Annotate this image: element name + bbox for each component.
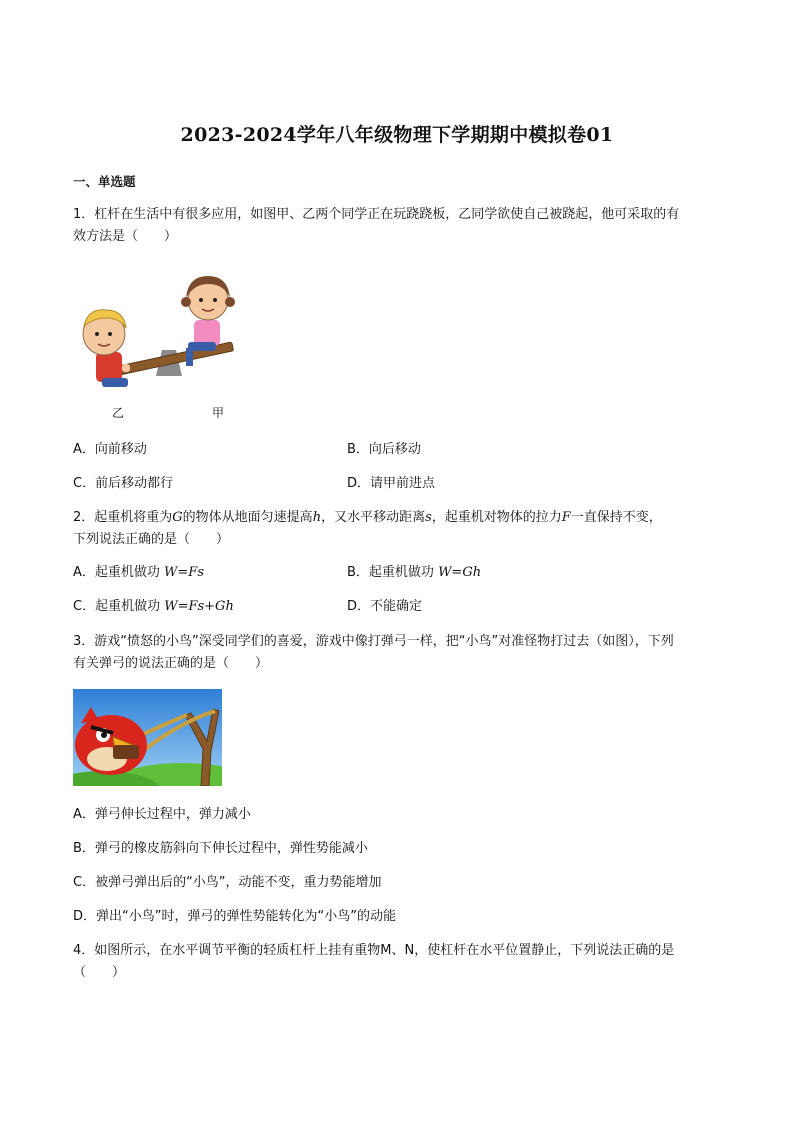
question-3-option-d: D．弹出“小鸟”时，弹弓的弹性势能转化为“小鸟”的动能 xyxy=(73,909,396,924)
page-title: 2023-2024学年八年级物理下学期期中模拟卷01 xyxy=(180,124,614,146)
question-1-option-c: C．前后移动都行 xyxy=(73,476,174,491)
question-1-line-1: 1．杠杆在生活中有很多应用，如图甲、乙两个同学正在玩跷跷板，乙同学欲使自己被跷起，他可采取的有 xyxy=(73,207,680,222)
question-3-line-1: 3．游戏“愤怒的小鸟”深受同学们的喜爱，游戏中像打弹弓一样，把“小鸟”对准怪物打过去（如图），下列 xyxy=(73,634,674,649)
q2-var-h: h xyxy=(312,510,322,525)
question-3-text xyxy=(73,631,723,675)
question-2-option-b xyxy=(347,562,481,584)
question-1-option-b: B．向后移动 xyxy=(347,442,421,457)
question-2-option-d: D．不能确定 xyxy=(347,599,423,614)
q2-option-a-formula: W=Fs xyxy=(164,565,204,580)
question-3-option-a: A．弹弓伸长过程中，弹力减小 xyxy=(73,807,251,822)
seesaw-illustration xyxy=(76,268,236,402)
label-jia: 甲 xyxy=(212,406,225,420)
question-2-option-a xyxy=(73,562,204,584)
question-2-text xyxy=(73,507,723,551)
question-3-option-b: B．弹弓的橡皮筋斜向下伸长过程中，弹性势能减小 xyxy=(73,841,368,856)
q2-option-b-text: B．起重机做功 xyxy=(347,565,434,580)
q2-option-c-formula: W=Fs+Gh xyxy=(164,599,234,614)
boy-figure xyxy=(83,310,130,387)
question-2-option-c xyxy=(73,596,234,618)
label-yi: 乙 xyxy=(112,406,125,420)
question-4-text xyxy=(73,940,723,984)
q2-var-G: G xyxy=(172,510,183,525)
question-4-line-2: （ ） xyxy=(73,965,126,980)
question-1-text xyxy=(73,204,723,248)
question-3-line-2: 有关弹弓的说法正确的是（ ） xyxy=(73,656,269,671)
q2-var-s: s xyxy=(425,510,432,525)
q2-option-c-text: C．起重机做功 xyxy=(73,599,161,614)
q2-option-b-formula: W=Gh xyxy=(438,565,482,580)
section-heading: 一、单选题 xyxy=(73,174,136,189)
q2-text-part: 一直保持不变， xyxy=(570,510,662,525)
question-1-option-d: D．请甲前进点 xyxy=(347,476,436,491)
angry-bird-slingshot-image xyxy=(73,689,222,786)
question-4-line-1: 4．如图所示，在水平调节平衡的轻质杠杆上挂有重物M、N，使杠杆在水平位置静止，下列说法正确的是 xyxy=(73,943,675,958)
q2-var-F: F xyxy=(561,510,571,525)
question-2-line-2: 下列说法正确的是（ ） xyxy=(73,532,230,547)
question-2-line-1 xyxy=(73,507,723,529)
q2-text-part: 2．起重机将重为 xyxy=(73,510,173,525)
question-3-option-c: C．被弹弓弹出后的“小鸟”，动能不变，重力势能增加 xyxy=(73,875,382,890)
q2-option-a-text: A．起重机做功 xyxy=(73,565,160,580)
q2-text-part: ，起重机对物体的拉力 xyxy=(431,510,562,525)
question-1-line-2: 效方法是（ ） xyxy=(73,229,178,244)
question-1-option-a: A．向前移动 xyxy=(73,442,147,457)
q2-text-part: 的物体从地面匀速提高 xyxy=(182,510,313,525)
q2-text-part: ，又水平移动距离 xyxy=(321,510,426,525)
